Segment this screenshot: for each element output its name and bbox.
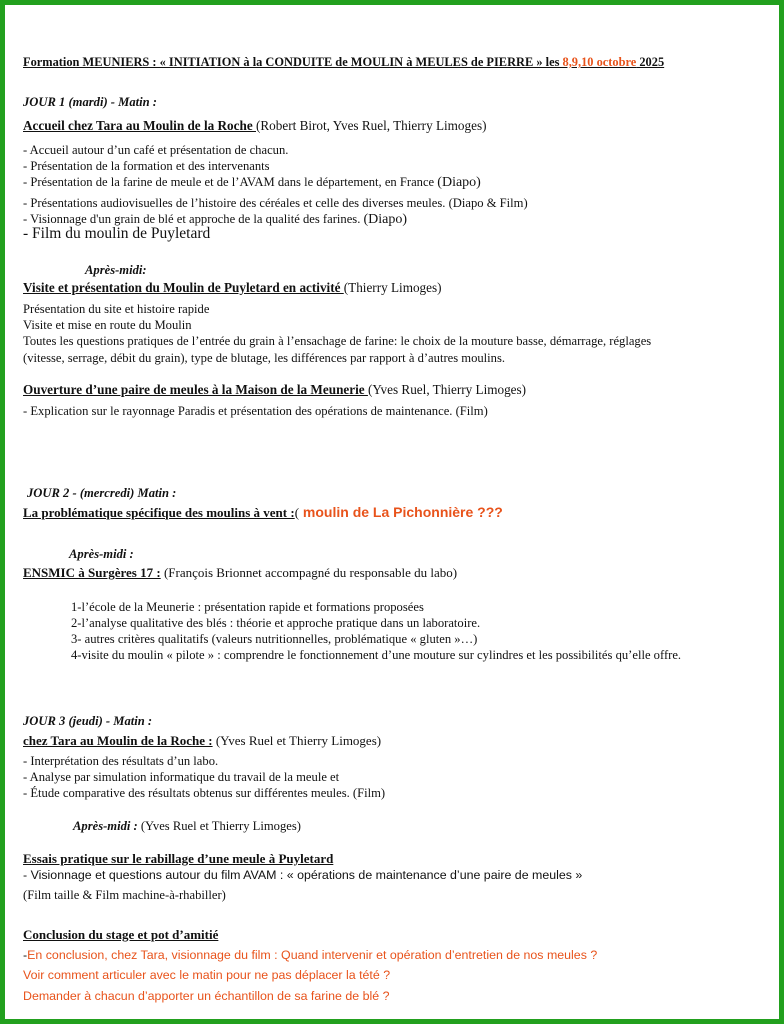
day3-practice-films: (Film taille & Film machine-à-rhabiller) xyxy=(23,888,226,902)
day1-morning-item: - Présentation de la farine de meule et de l’AVAM dans le département, en France (Diapo) xyxy=(23,175,481,190)
day2-ensmic-item: 3- autres critères qualitatifs (valeurs nutritionnelles, problématique « gluten »…) xyxy=(71,632,478,646)
day2-ensmic-line: ENSMIC à Surgères 17 : (François Brionnet accompagné du responsable du labo) xyxy=(23,565,458,580)
day3-tara-line: chez Tara au Moulin de la Roche : (Yves Ruel et Thierry Limoges) xyxy=(23,733,382,748)
day2-ensmic-item: 4-visite du moulin « pilote » : comprendre le fonctionnement d’une mouture sur cylindres et les possibilités qu’elle offre. xyxy=(71,648,682,662)
day2-ensmic-item: 2-l’analyse qualitative des blés : théorie et approche pratique dans un laboratoire. xyxy=(71,616,481,630)
day1-morning-item: - Présentations audiovisuelles de l’histoire des céréales et celle des diverses meules. (Diapo & Film) xyxy=(23,196,528,210)
conclusion-note: -En conclusion, chez Tara, visionnage du film : Quand intervenir et opération d’entretien de nos meules ? xyxy=(23,948,598,962)
day1-morning-item: - Accueil autour d’un café et présentation de chacun. xyxy=(23,143,289,157)
day3-afternoon-line: Après-midi : (Yves Ruel et Thierry Limoges) xyxy=(73,819,301,833)
day3-practice-item: - Visionnage et questions autour du film AVAM : « opérations de maintenance d’une paire de meules » xyxy=(23,868,583,882)
day3-tara-item: - Analyse par simulation informatique du travail de la meule et xyxy=(23,770,340,784)
conclusion-note: Demander à chacun d’apporter un échantillon de sa farine de blé ? xyxy=(23,989,390,1003)
training-dates: 8,9,10 octobre xyxy=(562,55,637,69)
day1-morning-item: - Présentation de la formation et des intervenants xyxy=(23,159,270,173)
day2-ensmic-item: 1-l’école de la Meunerie : présentation rapide et formations proposées xyxy=(71,600,424,614)
day1-afternoon-heading: Après-midi: xyxy=(85,263,147,277)
day1-visit-item: Visite et mise en route du Moulin xyxy=(23,318,192,332)
conclusion-title: Conclusion du stage et pot d’amitié xyxy=(23,927,219,942)
day2-afternoon-heading: Après-midi : xyxy=(69,547,134,561)
day1-welcome-line: Accueil chez Tara au Moulin de la Roche (Robert Birot, Yves Ruel, Thierry Limoges) xyxy=(23,118,487,133)
day1-film-item: - Film du moulin de Puyletard xyxy=(23,225,211,242)
day1-morning-heading: JOUR 1 (mardi) - Matin : xyxy=(23,95,157,109)
day3-practice-title: Essais pratique sur le rabillage d’une meule à Puyletard xyxy=(23,851,334,866)
day3-tara-item: - Étude comparative des résultats obtenus sur différentes meules. (Film) xyxy=(23,786,386,800)
day1-opening-line: Ouverture d’une paire de meules à la Maison de la Meunerie (Yves Ruel, Thierry Limoges) xyxy=(23,382,527,397)
diapo-label: (Diapo) xyxy=(437,175,481,190)
day1-visit-item: Présentation du site et histoire rapide xyxy=(23,302,210,316)
day3-morning-heading: JOUR 3 (jeudi) - Matin : xyxy=(23,714,153,728)
day1-visit-item: (vitesse, serrage, débit du grain), type de blutage, les différences par rapport à d’autres moulins. xyxy=(23,351,506,365)
day3-tara-item: - Interprétation des résultats d’un labo. xyxy=(23,754,219,768)
day1-morning-item: - Visionnage d'un grain de blé et approche de la qualité des farines. (Diapo) xyxy=(23,212,408,227)
page-title: Formation MEUNIERS : « INITIATION à la CONDUITE de MOULIN à MEULES de PIERRE » les 8,9,10 octobre 2025 xyxy=(23,55,665,69)
day1-visit-line: Visite et présentation du Moulin de Puyletard en activité (Thierry Limoges) xyxy=(23,280,442,295)
day1-opening-item: - Explication sur le rayonnage Paradis et présentation des opérations de maintenance. (Film) xyxy=(23,404,488,418)
diapo-label: (Diapo) xyxy=(363,212,408,227)
conclusion-note: Voir comment articuler avec le matin pour ne pas déplacer la tété ? xyxy=(23,968,391,982)
pichonniere-note: moulin de La Pichonnière ??? xyxy=(299,504,503,520)
day1-visit-item: Toutes les questions pratiques de l’entrée du grain à l’ensachage de farine: le choix de la mouture basse, démarrage, réglages xyxy=(23,334,652,348)
day2-morning-heading: JOUR 2 - (mercredi) Matin : xyxy=(27,486,177,500)
day2-problem-line: La problématique spécifique des moulins à vent :( moulin de La Pichonnière ??? xyxy=(23,504,503,520)
